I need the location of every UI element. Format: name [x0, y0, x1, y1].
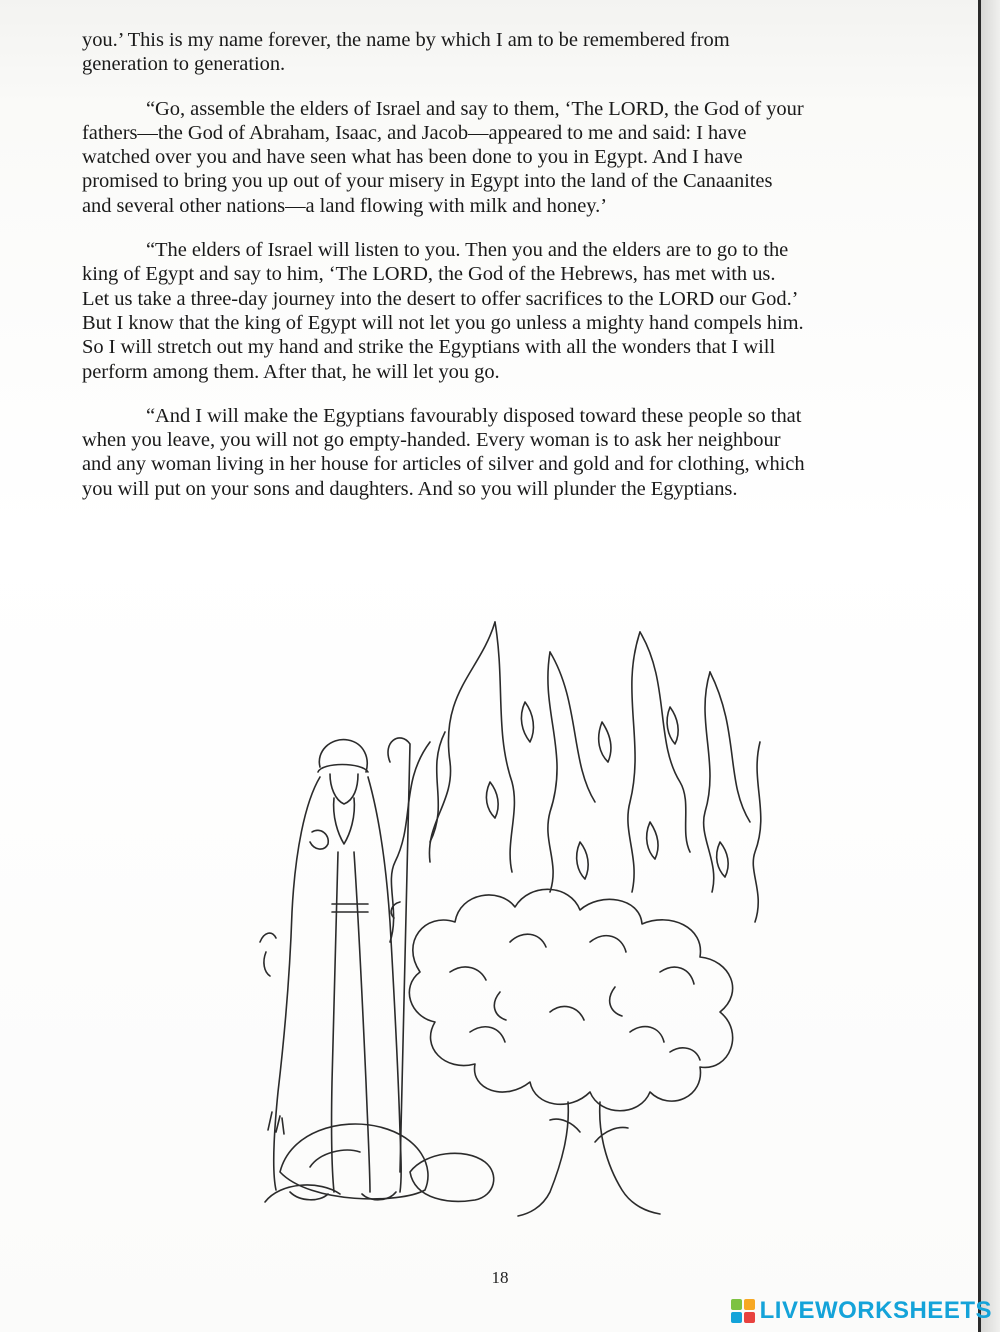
flames: [390, 622, 761, 942]
text-line: perform among them. After that, he will let you go.: [82, 360, 500, 383]
paragraph-3: [82, 238, 952, 384]
page-edge-shadow: [981, 0, 1000, 1332]
text-line: you will put on your sons and daughters. And so you will plunder the Egyptians.: [82, 477, 738, 500]
paragraph-4: [82, 404, 952, 501]
liveworksheets-brand[interactable]: [730, 1296, 992, 1326]
text-line: Let us take a three-day journey into the desert to offer sacrifices to the LORD our God.’: [82, 287, 799, 310]
text-line: and any woman living in her house for articles of silver and gold and for clothing, which: [82, 453, 805, 476]
text-line: So I will stretch out my hand and strike the Egyptians with all the wonders that I will: [82, 336, 776, 359]
text-line: “And I will make the Egyptians favourably disposed toward these people so that: [146, 404, 802, 427]
text-line: “The elders of Israel will listen to you. Then you and the elders are to go to the: [146, 239, 789, 262]
burning-bush-illustration: [250, 612, 810, 1224]
text-line: fathers—the God of Abraham, Isaac, and Jacob—appeared to me and said: I have: [82, 121, 747, 144]
body-text: [82, 28, 952, 521]
text-line: you.’ This is my name forever, the name by which I am to be remembered from: [82, 29, 730, 51]
liveworksheets-logo-icon: [730, 1298, 756, 1324]
text-line: when you leave, you will not go empty-handed. Every woman is to ask her neighbour: [82, 429, 781, 452]
page-number: 18: [491, 1268, 509, 1287]
brand-name: LIVEWORKSHEETS: [759, 1297, 992, 1324]
text-line: and several other nations—a land flowing with milk and honey.’: [82, 194, 608, 217]
rocks: [265, 1112, 494, 1202]
text-line: generation to generation.: [82, 53, 286, 76]
text-line: But I know that the king of Egypt will not let you go unless a mighty hand compels him.: [82, 311, 804, 334]
text-line: promised to bring you up out of your misery in Egypt into the land of the Canaanites: [82, 170, 773, 193]
paragraph-2: [82, 97, 952, 218]
text-line: “Go, assemble the elders of Israel and say to them, ‘The LORD, the God of your: [146, 97, 804, 120]
paragraph-1: [82, 28, 952, 77]
text-line: king of Egypt and say to him, ‘The LORD, the God of the Hebrews, has met with us.: [82, 263, 776, 286]
bush: [409, 889, 732, 1216]
moses-figure: [260, 738, 410, 1200]
text-line: watched over you and have seen what has been done to you in Egypt. And I have: [82, 146, 743, 169]
